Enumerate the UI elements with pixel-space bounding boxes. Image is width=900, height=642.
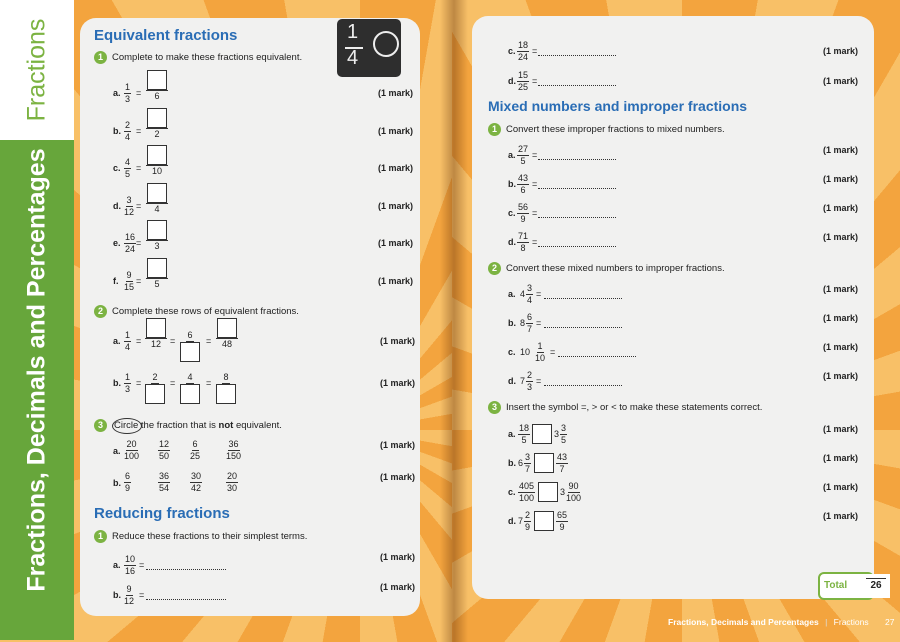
item-label: d. <box>508 516 516 526</box>
denominator: 9 <box>559 522 565 532</box>
mark-label: (1 mark) <box>380 440 416 450</box>
fraction <box>517 144 529 167</box>
item-label: d. <box>113 200 121 211</box>
denominator: 16 <box>125 566 136 576</box>
numerator: 1 <box>537 341 543 351</box>
instruction-q3 <box>114 420 282 431</box>
item-label: f. <box>113 275 119 286</box>
numerator <box>146 70 168 91</box>
numerator: 36 <box>159 471 170 481</box>
denominator: 24 <box>125 244 136 254</box>
denominator: 7 <box>525 464 531 474</box>
heading-equivalent-fractions: Equivalent fractions <box>94 27 238 44</box>
denominator: 12 <box>124 206 135 217</box>
fraction <box>124 157 131 180</box>
mark-label: (1 mark) <box>823 232 859 242</box>
fraction <box>145 372 165 404</box>
denominator: 6 <box>520 185 526 195</box>
denominator: 48 <box>221 339 232 349</box>
question-number: 1 <box>94 51 107 64</box>
numerator: 16 <box>125 232 136 242</box>
numerator: 2 <box>527 370 533 380</box>
denominator: 9 <box>525 522 531 532</box>
item-label: c. <box>508 347 516 357</box>
answer-line[interactable] <box>544 385 622 386</box>
fraction <box>524 452 531 475</box>
numerator: 56 <box>518 202 529 212</box>
answer-box[interactable] <box>147 70 167 90</box>
equals-sign: = <box>139 590 145 600</box>
mark-label: (1 mark) <box>380 552 416 562</box>
equals-sign: = <box>532 46 538 56</box>
mark-label: (1 mark) <box>823 203 859 213</box>
question-number: 3 <box>94 419 107 432</box>
whole-number: 7 <box>520 376 526 386</box>
fraction <box>226 471 238 494</box>
mark-label: (1 mark) <box>380 336 416 346</box>
numerator: 2 <box>525 510 531 520</box>
fraction <box>146 70 168 102</box>
numerator: 36 <box>228 439 239 449</box>
fraction <box>566 481 581 504</box>
numerator: 6 <box>192 439 198 449</box>
answer-box[interactable] <box>147 220 167 240</box>
numerator: 27 <box>518 144 529 154</box>
mark-label: (1 mark) <box>378 88 414 98</box>
answer-box[interactable] <box>217 318 237 338</box>
whole-number: 6 <box>518 458 524 468</box>
equals-sign: = <box>136 88 142 98</box>
item-label: b. <box>113 478 121 488</box>
denominator: 54 <box>159 483 170 493</box>
numerator: 1 <box>125 372 131 382</box>
mark-label: (1 mark) <box>823 313 859 323</box>
numerator: 20 <box>126 439 137 449</box>
mark-label: (1 mark) <box>823 371 859 381</box>
item-label: a. <box>508 289 516 299</box>
instruction-text: equivalent. <box>233 420 282 431</box>
numerator: 43 <box>518 173 529 183</box>
mark-label: (1 mark) <box>380 378 416 388</box>
footer-title: Fractions, Decimals and Percentages <box>668 617 819 627</box>
question-number: 2 <box>94 305 107 318</box>
answer-line[interactable] <box>146 599 226 600</box>
fraction <box>124 195 134 218</box>
instruction-q1: Complete to make these fractions equivalent. <box>112 52 303 63</box>
symbol-box[interactable] <box>534 511 554 531</box>
numerator: 30 <box>191 471 202 481</box>
denominator: 50 <box>159 451 170 461</box>
item-label: c. <box>508 46 516 56</box>
denominator: 4 <box>154 203 160 214</box>
chalk-numerator: 1 <box>347 21 359 43</box>
denominator: 2 <box>154 128 160 139</box>
numerator: 18 <box>519 423 530 433</box>
item-label: a. <box>113 560 121 570</box>
question-number: 1 <box>488 123 501 136</box>
pie-circle-icon <box>373 31 399 57</box>
total-max <box>862 574 890 598</box>
fraction <box>517 70 529 93</box>
answer-box[interactable] <box>216 384 236 404</box>
whole-number: 7 <box>518 516 524 526</box>
denominator: 5 <box>520 156 526 166</box>
equals-sign: = <box>136 378 142 388</box>
denominator: 10 <box>151 166 162 176</box>
numerator: 10 <box>125 554 136 564</box>
numerator: 12 <box>159 439 170 449</box>
denominator: 7 <box>559 464 565 474</box>
fraction <box>124 270 134 293</box>
instruction-m1: Convert these improper fractions to mixed numbers. <box>506 124 725 135</box>
fraction <box>145 318 167 350</box>
answer-line[interactable] <box>538 188 616 189</box>
fraction <box>517 173 529 196</box>
equals-sign: = <box>532 208 538 218</box>
numerator: 6 <box>125 471 131 481</box>
instruction-bold-not: not <box>218 420 234 431</box>
denominator: 12 <box>150 339 161 349</box>
instruction-m3: Insert the symbol =, > or < to make these statements correct. <box>506 402 763 413</box>
item-label: b. <box>508 318 516 328</box>
mark-label: (1 mark) <box>823 284 859 294</box>
equals-sign: = <box>532 150 538 160</box>
fraction <box>524 510 531 533</box>
answer-line[interactable] <box>538 159 616 160</box>
item-label: a. <box>113 446 121 456</box>
item-label: c. <box>113 163 121 173</box>
numerator: 1 <box>125 82 131 92</box>
book-side-tab <box>0 140 74 640</box>
mark-label: (1 mark) <box>823 342 859 352</box>
numerator: 18 <box>518 40 529 50</box>
mark-label: (1 mark) <box>378 200 414 211</box>
symbol-box[interactable] <box>534 453 554 473</box>
page-number: 27 <box>885 617 895 627</box>
numerator: 90 <box>568 481 579 491</box>
denominator: 24 <box>518 52 529 62</box>
item-label: c. <box>508 487 516 497</box>
fraction <box>124 232 136 255</box>
answer-line[interactable] <box>538 217 616 218</box>
answer-box[interactable] <box>147 108 167 128</box>
question-number: 2 <box>488 262 501 275</box>
fraction <box>180 372 200 404</box>
fraction <box>124 330 131 353</box>
item-label: c. <box>508 208 516 218</box>
fraction <box>517 40 529 63</box>
numerator: 65 <box>557 510 568 520</box>
denominator: 5 <box>125 169 131 179</box>
equals-sign: = <box>532 237 538 247</box>
numerator: 3 <box>527 283 533 293</box>
numerator: 2 <box>125 119 131 130</box>
numerator: 3 <box>561 423 567 433</box>
answer-line[interactable] <box>558 356 636 357</box>
equals-sign: = <box>136 336 142 346</box>
instruction-m2: Convert these mixed numbers to improper fractions. <box>506 263 725 274</box>
denominator: 5 <box>561 435 567 445</box>
fraction <box>216 372 236 404</box>
instruction-text: the fraction that is <box>138 420 219 431</box>
mark-label: (1 mark) <box>378 238 414 248</box>
symbol-box[interactable] <box>532 424 552 444</box>
item-label: b. <box>508 179 516 189</box>
mark-label: (1 mark) <box>823 76 859 86</box>
fraction <box>560 423 567 446</box>
fraction <box>526 283 533 306</box>
denominator: 4 <box>125 342 131 352</box>
whole-number: 10 <box>520 347 531 357</box>
equals-sign: = <box>136 238 142 248</box>
fraction <box>124 584 134 607</box>
denominator: 7 <box>527 324 533 334</box>
answer-box[interactable] <box>147 145 167 165</box>
answer-line[interactable] <box>538 55 616 56</box>
denominator: 5 <box>154 278 160 289</box>
denominator: 3 <box>125 384 131 394</box>
question-number: 1 <box>94 530 107 543</box>
answer-box[interactable] <box>180 384 200 404</box>
item-label: b. <box>113 378 121 388</box>
denominator: 100 <box>566 493 582 503</box>
heading-mixed-numbers: Mixed numbers and improper fractions <box>488 98 748 114</box>
fraction <box>124 554 136 577</box>
total-box: Total <box>818 572 874 600</box>
whole-number: 4 <box>520 289 526 299</box>
denominator: 25 <box>518 82 529 92</box>
mark-label: (1 mark) <box>823 424 859 434</box>
fraction <box>124 372 131 395</box>
answer-box[interactable] <box>147 183 167 203</box>
item-label: a. <box>113 336 121 346</box>
numerator <box>146 183 168 204</box>
fraction <box>556 510 568 533</box>
mark-label: (1 mark) <box>823 511 859 521</box>
denominator: 100 <box>519 493 535 503</box>
denominator: 42 <box>191 483 202 493</box>
instruction-reduce: Reduce these fractions to their simplest terms. <box>112 531 308 542</box>
numerator: 9 <box>126 584 132 594</box>
equals-sign: = <box>170 336 176 346</box>
fraction <box>518 423 530 446</box>
item-label: a. <box>113 88 121 98</box>
answer-box[interactable] <box>147 258 167 278</box>
fraction <box>146 108 168 140</box>
numerator <box>146 108 168 129</box>
answer-box[interactable] <box>146 318 166 338</box>
denominator: 5 <box>521 435 527 445</box>
answer-line[interactable] <box>544 298 622 299</box>
denominator: 30 <box>227 483 238 493</box>
equals-sign: = <box>136 125 142 136</box>
footer-section: Fractions <box>833 617 869 627</box>
denominator: 12 <box>124 596 135 606</box>
answer-box[interactable] <box>180 342 200 362</box>
mark-label: (1 mark) <box>823 46 859 56</box>
numerator: 6 <box>187 330 193 340</box>
fraction <box>158 471 170 494</box>
numerator: 3 <box>525 452 531 462</box>
equals-sign: = <box>139 560 145 570</box>
numerator <box>146 145 168 166</box>
mark-label: (1 mark) <box>380 582 416 592</box>
mark-label: (1 mark) <box>378 275 414 286</box>
denominator: 15 <box>124 281 135 292</box>
item-label: a. <box>508 150 516 160</box>
fraction <box>180 330 200 362</box>
equals-sign: = <box>136 163 142 173</box>
denominator: 25 <box>190 451 201 461</box>
numerator <box>146 220 168 241</box>
mark-label: (1 mark) <box>823 174 859 184</box>
numerator: 8 <box>223 372 229 382</box>
fraction <box>146 258 168 290</box>
mark-label: (1 mark) <box>823 453 859 463</box>
fraction <box>216 318 238 350</box>
item-label: a. <box>508 429 516 439</box>
denominator: 100 <box>124 451 140 461</box>
fraction <box>146 220 168 252</box>
item-label: b. <box>113 590 121 600</box>
fraction <box>124 82 131 105</box>
fraction <box>146 183 168 215</box>
denominator: 10 <box>535 353 546 363</box>
book-spine <box>440 0 468 642</box>
denominator: 9 <box>520 214 526 224</box>
denominator: 4 <box>527 295 533 305</box>
equals-sign: = <box>136 275 142 286</box>
denominator: 8 <box>520 243 526 253</box>
equals-sign: = <box>170 378 176 388</box>
answer-line[interactable] <box>146 569 226 570</box>
total-value: 26 <box>866 578 886 593</box>
mark-label: (1 mark) <box>823 145 859 155</box>
left-worksheet-panel <box>80 18 420 616</box>
numerator: 3 <box>126 194 132 205</box>
fraction <box>518 481 535 504</box>
fraction <box>526 370 533 393</box>
item-label: d. <box>508 376 516 386</box>
item-label: b. <box>113 125 121 136</box>
fraction <box>556 452 568 475</box>
numerator: 71 <box>518 231 529 241</box>
fraction <box>190 471 202 494</box>
mark-label: (1 mark) <box>378 163 414 173</box>
whole-number: 3 <box>560 487 566 497</box>
fraction <box>124 439 139 462</box>
answer-line[interactable] <box>544 327 622 328</box>
fraction <box>535 341 545 364</box>
answer-box[interactable] <box>145 384 165 404</box>
item-label: d. <box>508 76 516 86</box>
fraction <box>226 439 241 462</box>
numerator: 1 <box>125 330 131 340</box>
denominator: 3 <box>125 94 131 104</box>
section-tab <box>0 0 74 140</box>
numerator: 405 <box>519 481 535 491</box>
whole-number: 3 <box>554 429 560 439</box>
numerator <box>146 258 168 279</box>
chalkboard-fraction-icon <box>337 19 401 77</box>
equals-sign: = <box>536 289 542 299</box>
numerator: 43 <box>557 452 568 462</box>
equals-sign: = <box>206 378 212 388</box>
fraction <box>517 202 529 225</box>
answer-line[interactable] <box>538 246 616 247</box>
numerator: 20 <box>227 471 238 481</box>
item-label: b. <box>508 458 516 468</box>
fraction <box>526 312 533 335</box>
heading-reducing-fractions: Reducing fractions <box>94 505 230 522</box>
numerator: 2 <box>152 372 158 382</box>
footer <box>668 617 894 627</box>
answer-line[interactable] <box>538 85 616 86</box>
denominator: 4 <box>125 131 131 142</box>
instruction-q2: Complete these rows of equivalent fractions. <box>112 306 299 317</box>
fraction <box>158 439 170 462</box>
symbol-box[interactable] <box>538 482 558 502</box>
equals-sign: = <box>536 376 542 386</box>
denominator: 9 <box>125 483 131 493</box>
mark-label: (1 mark) <box>378 125 414 136</box>
whole-number: 8 <box>520 318 526 328</box>
chalk-denominator: 4 <box>347 47 359 69</box>
section-tab-label: Fractions <box>22 18 51 122</box>
fraction <box>124 471 131 494</box>
question-number: 3 <box>488 401 501 414</box>
equals-sign: = <box>532 179 538 189</box>
denominator: 6 <box>154 91 160 101</box>
instruction-circle-word: Circle <box>114 420 139 431</box>
numerator: 15 <box>518 70 529 80</box>
equals-sign: = <box>136 200 142 211</box>
numerator: 4 <box>125 157 131 167</box>
numerator: 6 <box>527 312 533 322</box>
equals-sign: = <box>550 347 556 357</box>
item-label: d. <box>508 237 516 247</box>
footer-separator: | <box>825 617 828 627</box>
denominator: 3 <box>154 241 160 251</box>
equals-sign: = <box>532 76 538 86</box>
equals-sign: = <box>206 336 212 346</box>
numerator: 9 <box>126 269 132 280</box>
fraction <box>124 120 131 143</box>
equals-sign: = <box>536 318 542 328</box>
mark-label: (1 mark) <box>380 472 416 482</box>
item-label: e. <box>113 238 121 248</box>
fraction <box>190 439 200 462</box>
numerator: 4 <box>187 372 193 382</box>
book-title-vertical: Fractions, Decimals and Percentages <box>22 148 51 592</box>
denominator: 150 <box>226 451 242 461</box>
fraction <box>146 145 168 177</box>
denominator: 3 <box>527 382 533 392</box>
fraction <box>517 231 529 254</box>
mark-label: (1 mark) <box>823 482 859 492</box>
